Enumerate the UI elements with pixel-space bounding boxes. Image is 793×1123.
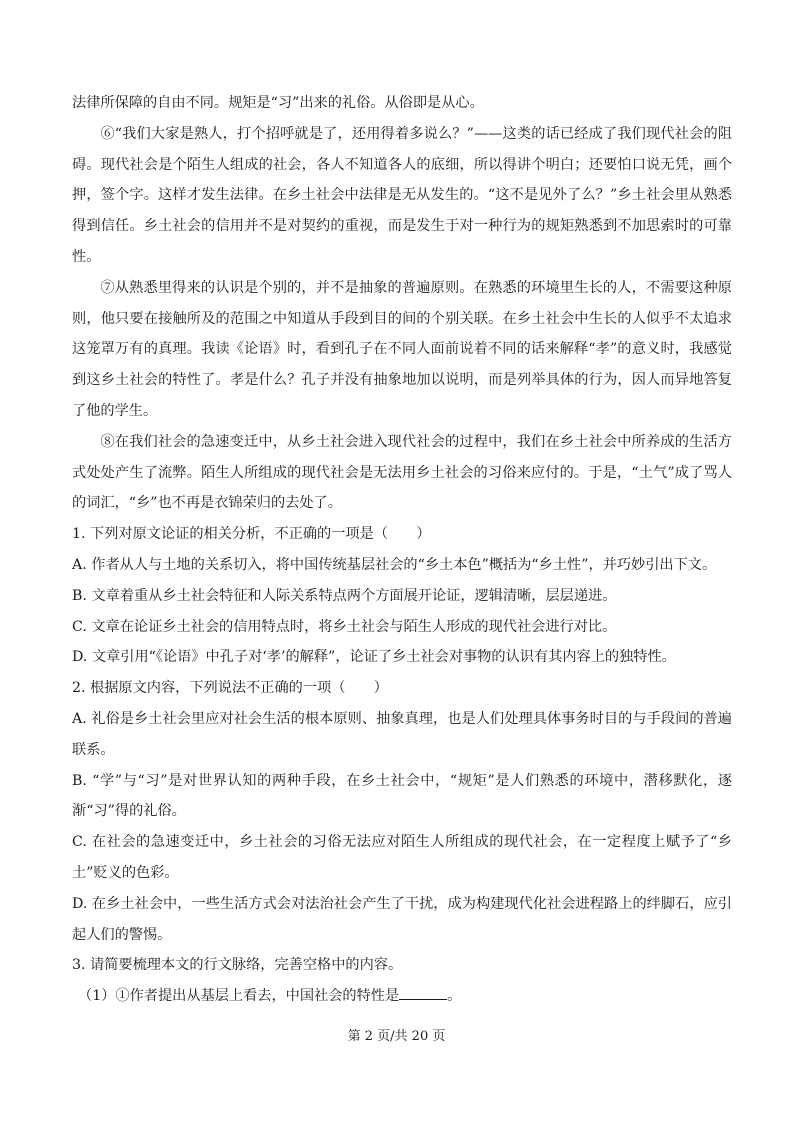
page-footer: 第 2 页/共 20 页 xyxy=(347,1029,446,1044)
paragraph-8: ⑧在我们社会的急速变迁中，从乡土社会进入现代社会的过程中，我们在乡土社会中所养成的生活方式处处产生了流弊。陌生人所组成的现代社会是无法用乡土社会的习俗来应付的。于是，“土气”成了骂人的词汇，“乡”也不再是衣锦荣归的去处了。 xyxy=(72,433,732,512)
paragraph-continuation: 法律所保障的自由不同。规矩是“习”出来的礼俗。从俗即是从心。 xyxy=(72,95,484,111)
question-3-sub-1-end: 。 xyxy=(447,988,462,1005)
question-1-stem: 1. 下列对原文论证的相关分析，不正确的一项是（ ） xyxy=(72,526,431,543)
page-content xyxy=(72,88,732,1012)
question-3-sub-1 xyxy=(72,981,732,1012)
question-1-option-a: A. 作者从人与土地的关系切入，将中国传统基层社会的“乡土本色”概括为“乡土性”，并巧妙引出下文。 xyxy=(72,556,717,573)
question-3-stem: 3. 请简要梳理本文的行文脉络，完善空格中的内容。 xyxy=(72,957,403,974)
question-1-option-b: B. 文章着重从乡土社会特征和人际关系特点两个方面展开论证，逻辑清晰，层层递进。 xyxy=(72,587,617,604)
question-2-option-a: A. 礼俗是乡土社会里应对社会生活的根本原则、抽象真理，也是人们处理具体事务时目的与手段间的普遍联系。 xyxy=(72,710,732,758)
question-2-stem: 2. 根据原文内容，下列说法不正确的一项（ ） xyxy=(72,680,388,697)
question-1-option-c: C. 文章在论证乡土社会的信用特点时，将乡土社会与陌生人形成的现代社会进行对比。 xyxy=(72,618,617,635)
question-2-option-c: C. 在社会的急速变迁中，乡土社会的习俗无法应对陌生人所组成的现代社会，在一定程度上赋予了“乡土”贬义的色彩。 xyxy=(72,834,732,881)
question-2-option-b: B. “学”与“习”是对世界认知的两种手段，在乡土社会中，“规矩”是人们熟悉的环境中，潜移默化，逐渐“习”得的礼俗。 xyxy=(72,772,732,820)
paragraph-7: ⑦从熟悉里得来的认识是个别的，并不是抽象的普遍原则。在熟悉的环境里生长的人，不需要这种原则，他只要在接触所及的范围之中知道从手段到目的间的个别关联。在乡土社会中生长的人似乎不太追求这笼罩万有的真理。我读《论语》时，看到孔子在不同人面前说着不同的话来解释“孝”的意义时，我感觉到这乡土社会的特性了。孝是什么？孔子并没有抽象地加以说明，而是列举具体的行为，因人而异地答复了他的学生。 xyxy=(72,279,732,419)
question-2-option-d: D. 在乡土社会中，一些生活方式会对法治社会产生了干扰，成为构建现代化社会进程路上的绊脚石，应引起人们的警惕。 xyxy=(72,895,732,943)
question-1-option-d: D. 文章引用“《论语》中孔子对‘孝’的解释”，论证了乡土社会对事物的认识有其内容上的独特性。 xyxy=(72,649,676,666)
answer-blank[interactable] xyxy=(399,983,447,1000)
question-3-sub-1-text: （1）①作者提出从基层上看去，中国社会的特性是 xyxy=(78,988,400,1005)
paragraph-6: ⑥“我们大家是熟人，打个招呼就是了，还用得着多说么？”——这类的话已经成了我们现代社会的阻碍。现代社会是个陌生人组成的社会，各人不知道各人的底细，所以得讲个明白；还要怕口说无凭，画个押，签个字。这样才发生法律。在乡土社会中法律是无从发生的。“这不是见外了么？”乡土社会里从熟悉得到信任。乡土社会的信用并不是对契约的重视，而是发生于对一种行为的规矩熟悉到不加思索时的可靠性。 xyxy=(72,125,732,265)
